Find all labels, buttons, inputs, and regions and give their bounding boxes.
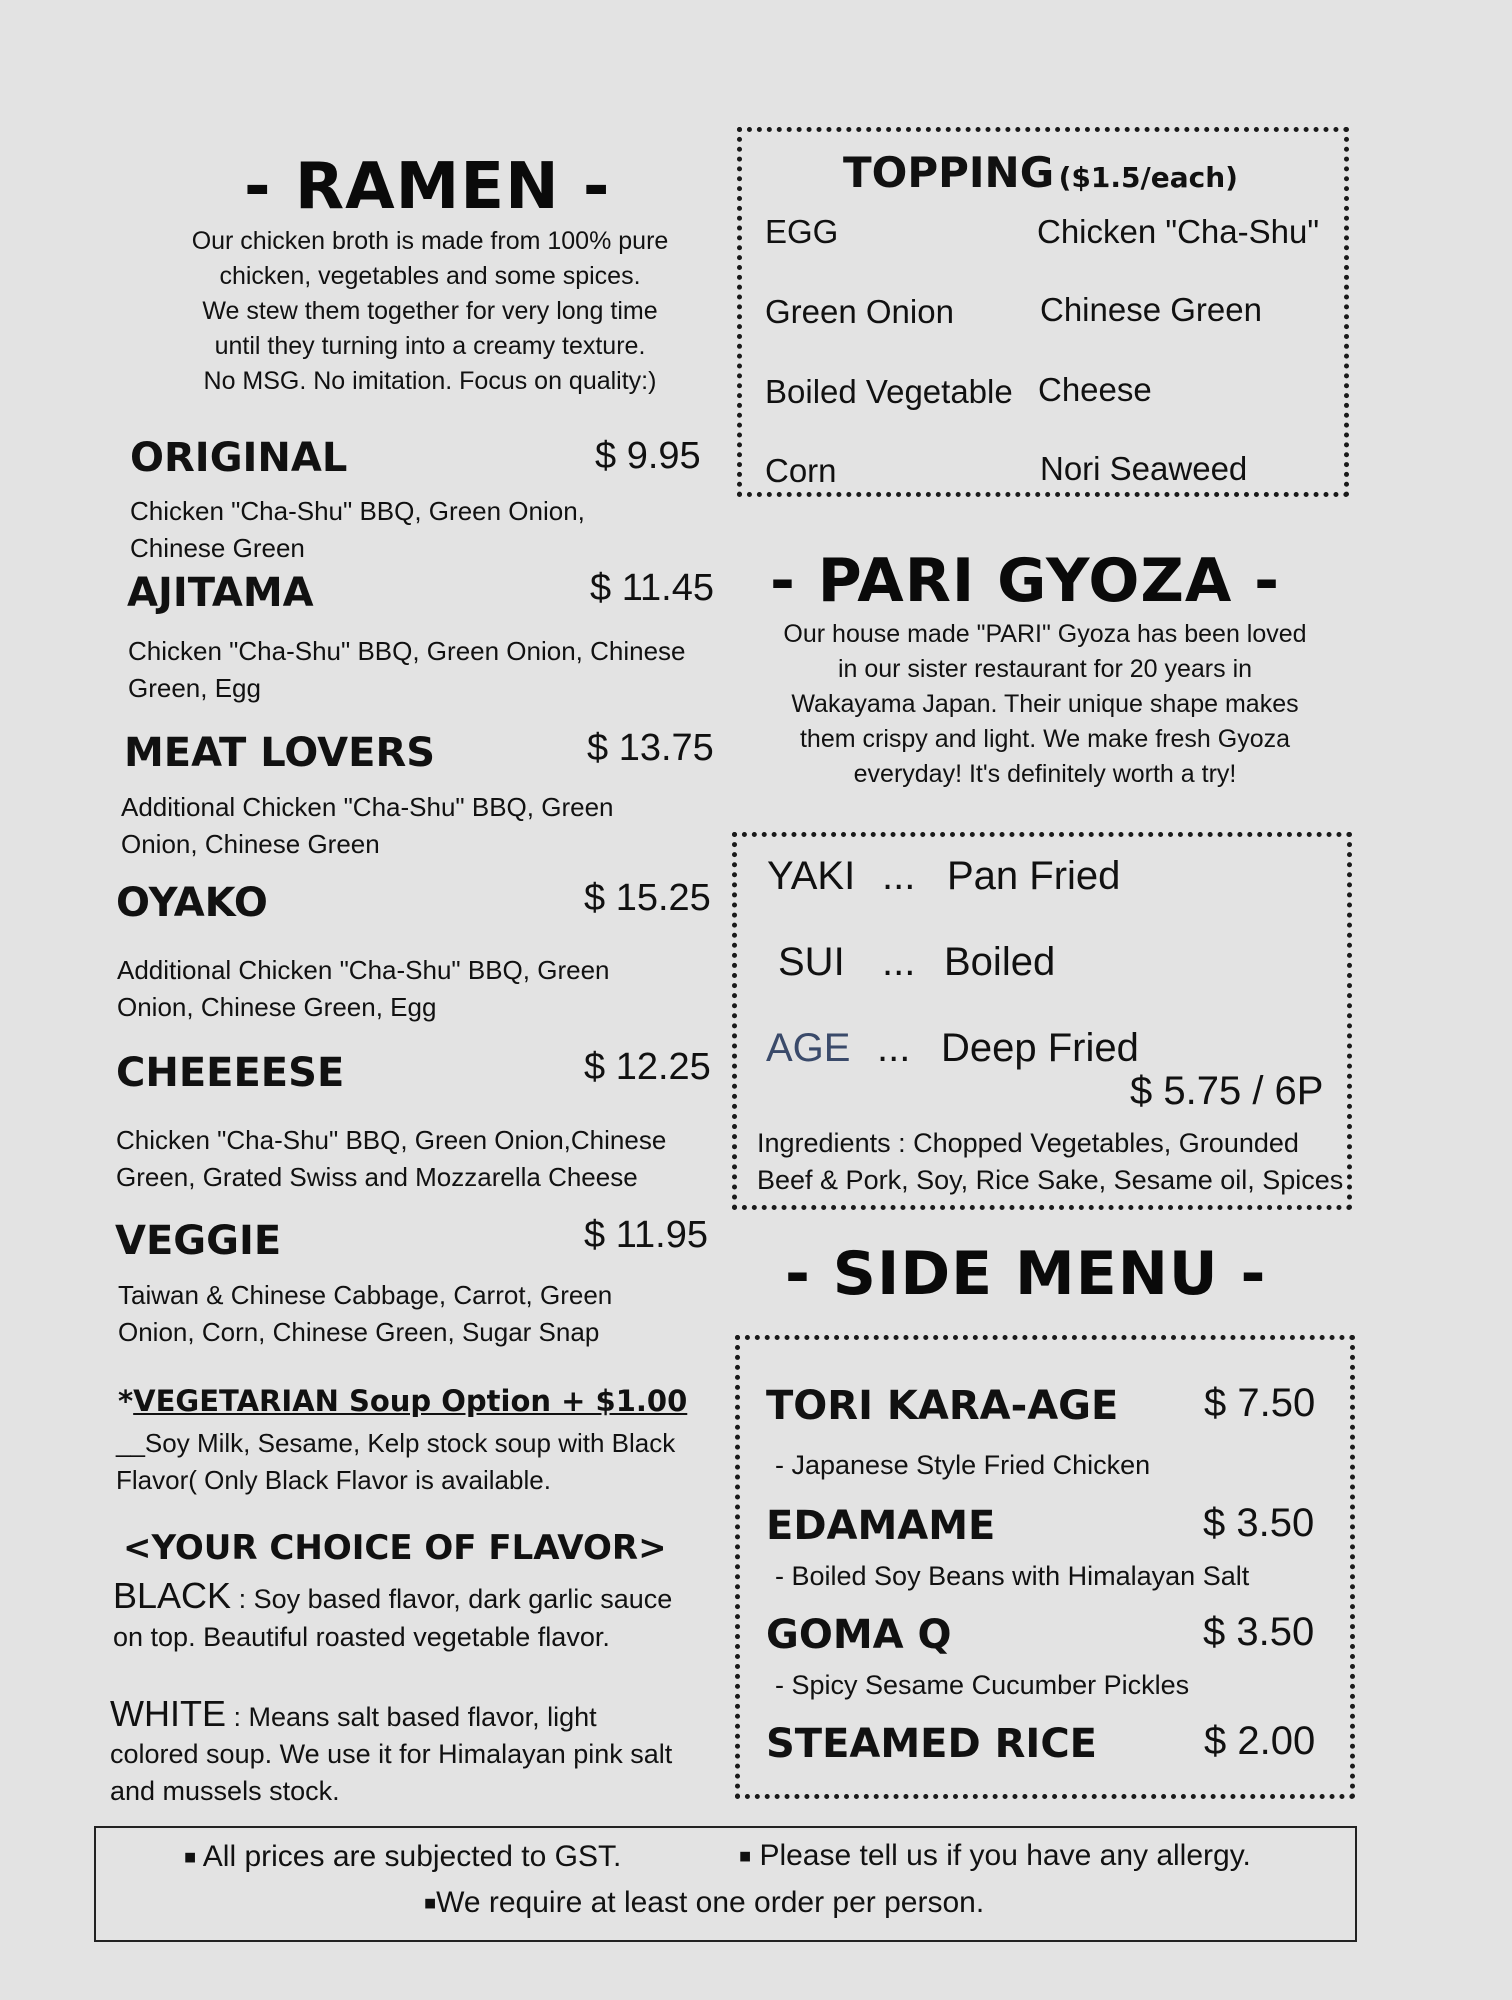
topping-item: Cheese <box>1038 371 1152 408</box>
desc-line: Chicken "Cha-Shu" BBQ, Green Onion, Chinese <box>128 636 686 666</box>
menu-item-price-veggie: $ 11.95 <box>584 1214 708 1256</box>
menu-item-name-oyako: OYAKO <box>116 880 268 926</box>
gyoza-box <box>732 832 1352 1210</box>
ramen-desc-line: Our chicken broth is made from 100% pure <box>191 227 669 255</box>
desc-line: Chinese Green <box>130 533 305 563</box>
desc-line: on top. Beautiful roasted vegetable flavor. <box>113 1622 610 1652</box>
ramen-title: - RAMEN - <box>244 150 611 224</box>
desc-line: : Means salt based flavor, light <box>225 1702 597 1732</box>
topping-box <box>737 127 1349 497</box>
side-item-desc-edamame: - Boiled Soy Beans with Himalayan Salt <box>775 1561 1250 1591</box>
menu-item-name-veggie: VEGGIE <box>115 1218 282 1264</box>
gyoza-style-sep: ... <box>882 940 916 984</box>
flavor-choice-title: <YOUR CHOICE OF FLAVOR> <box>123 1528 667 1568</box>
menu-item-desc-oyako <box>117 952 610 1026</box>
side-item-price-edamame: $ 3.50 <box>1203 1501 1315 1545</box>
gyoza-style-age-name: AGE <box>766 1026 851 1070</box>
desc-line: Chicken "Cha-Shu" BBQ, Green Onion, <box>130 496 585 526</box>
gyoza-style-sui-name: SUI <box>778 940 845 984</box>
ramen-desc-line: chicken, vegetables and some spices. <box>219 262 641 290</box>
menu-item-name-cheeeese: CHEEEESE <box>116 1050 345 1096</box>
gyoza-ingredients <box>757 1125 1343 1199</box>
desc-line: Onion, Corn, Chinese Green, Sugar Snap <box>118 1317 600 1347</box>
desc-line: : Soy based flavor, dark garlic sauce <box>231 1584 673 1614</box>
footer-notice-box <box>94 1826 1357 1942</box>
menu-item-name-original: ORIGINAL <box>130 435 348 481</box>
footer-allergy-text: Please tell us if you have any allergy. <box>759 1839 1251 1872</box>
footer-order-text: We require at least one order per person. <box>436 1886 985 1919</box>
desc-line: Additional Chicken "Cha-Shu" BBQ, Green <box>117 955 610 985</box>
side-menu-title: - SIDE MENU - <box>785 1239 1267 1309</box>
footer-order-note <box>424 1886 984 1920</box>
side-item-price-goma-q: $ 3.50 <box>1203 1610 1315 1654</box>
gyoza-price: $ 5.75 / 6P <box>1130 1069 1324 1113</box>
topping-title-text: TOPPING <box>843 148 1055 197</box>
desc-line: Green, Grated Swiss and Mozzarella Cheese <box>116 1162 638 1192</box>
topping-item: Corn <box>765 452 837 489</box>
bullet-icon: ■ <box>184 1846 197 1869</box>
flavor-white <box>110 1695 672 1810</box>
menu-item-name-ajitama: AJITAMA <box>127 570 314 616</box>
gyoza-desc-line: in our sister restaurant for 20 years in <box>837 655 1253 683</box>
gyoza-desc-line: Our house made "PARI" Gyoza has been loved <box>783 620 1307 648</box>
flavor-black <box>113 1577 672 1656</box>
ramen-desc-line: until they turning into a creamy texture. <box>214 332 646 360</box>
side-item-name-edamame: EDAMAME <box>766 1503 996 1549</box>
desc-line: Additional Chicken "Cha-Shu" BBQ, Green <box>121 792 614 822</box>
menu-item-price-original: $ 9.95 <box>595 435 701 477</box>
vegetarian-option-desc <box>116 1425 675 1499</box>
side-item-name-tori-kara-age: TORI KARA-AGE <box>766 1383 1119 1429</box>
menu-item-desc-ajitama <box>128 633 686 707</box>
gyoza-desc-line: Wakayama Japan. Their unique shape makes <box>791 690 1299 718</box>
side-item-desc-goma-q: - Spicy Sesame Cucumber Pickles <box>775 1670 1190 1700</box>
gyoza-style-sui-desc: Boiled <box>944 940 1056 984</box>
menu-item-desc-cheeeese <box>116 1122 666 1196</box>
gyoza-style-yaki-desc: Pan Fried <box>947 854 1121 898</box>
side-item-price-tori-kara-age: $ 7.50 <box>1204 1381 1316 1425</box>
desc-line: and mussels stock. <box>110 1776 340 1806</box>
footer-gst-note <box>184 1840 621 1874</box>
side-item-desc-tori-kara-age: - Japanese Style Fried Chicken <box>775 1450 1151 1480</box>
topping-item: Green Onion <box>765 293 954 330</box>
side-item-price-steamed-rice: $ 2.00 <box>1204 1719 1316 1763</box>
topping-item: Chinese Green <box>1040 291 1262 328</box>
side-item-name-steamed-rice: STEAMED RICE <box>766 1721 1097 1767</box>
bullet-icon: ■ <box>424 1892 437 1915</box>
desc-line: __Soy Milk, Sesame, Kelp stock soup with Black <box>116 1428 676 1458</box>
desc-line: Flavor( Only Black Flavor is available. <box>116 1465 551 1495</box>
topping-item: Nori Seaweed <box>1040 450 1248 487</box>
menu-item-name-meat-lovers: MEAT LOVERS <box>124 730 436 776</box>
gyoza-style-yaki-name: YAKI <box>767 854 856 898</box>
vegetarian-option-title <box>118 1384 687 1418</box>
gyoza-desc-line: them crispy and light. We make fresh Gyoza <box>799 725 1290 753</box>
ramen-desc-line: No MSG. No imitation. Focus on quality:) <box>203 367 657 395</box>
menu-item-price-cheeeese: $ 12.25 <box>584 1046 711 1088</box>
gyoza-style-sep: ... <box>882 854 916 898</box>
topping-item: Boiled Vegetable <box>765 373 1013 410</box>
side-menu-box <box>735 1335 1355 1799</box>
topping-price-note: ($1.5/each) <box>1058 161 1238 194</box>
ingredients-line: Beef & Pork, Soy, Rice Sake, Sesame oil, Spices <box>757 1165 1344 1195</box>
menu-item-desc-original <box>130 493 585 567</box>
bullet-icon: ■ <box>739 1845 752 1868</box>
desc-line: Onion, Chinese Green, Egg <box>117 992 437 1022</box>
footer-allergy-note <box>739 1839 1251 1873</box>
ramen-description <box>130 224 730 399</box>
menu-item-price-oyako: $ 15.25 <box>584 877 711 919</box>
desc-line: colored soup. We use it for Himalayan pink salt <box>110 1739 673 1769</box>
ramen-desc-line: We stew them together for very long time <box>202 297 658 325</box>
flavor-black-name: BLACK <box>113 1575 232 1616</box>
gyoza-style-sep: ... <box>877 1026 911 1070</box>
flavor-white-name: WHITE <box>110 1693 226 1734</box>
gyoza-title: - PARI GYOZA - <box>770 546 1281 616</box>
side-item-name-goma-q: GOMA Q <box>766 1612 952 1658</box>
menu-item-desc-veggie <box>118 1277 612 1351</box>
vegetarian-title-text: VEGETARIAN Soup Option + $1.00 <box>133 1384 688 1418</box>
gyoza-description <box>741 617 1349 792</box>
footer-gst-text: All prices are subjected to GST. <box>202 1840 622 1873</box>
desc-line: Taiwan & Chinese Cabbage, Carrot, Green <box>118 1280 613 1310</box>
desc-line: Green, Egg <box>128 673 261 703</box>
asterisk: * <box>118 1384 134 1418</box>
topping-item: Chicken "Cha-Shu" <box>1037 213 1320 250</box>
gyoza-style-age-desc: Deep Fried <box>941 1026 1139 1070</box>
menu-item-price-meat-lovers: $ 13.75 <box>587 727 714 769</box>
menu-item-desc-meat-lovers <box>121 789 614 863</box>
desc-line: Chicken "Cha-Shu" BBQ, Green Onion,Chinese <box>116 1125 667 1155</box>
desc-line: Onion, Chinese Green <box>121 829 380 859</box>
menu-item-price-ajitama: $ 11.45 <box>590 567 714 609</box>
topping-item: EGG <box>765 213 839 250</box>
gyoza-desc-line: everyday! It's definitely worth a try! <box>853 760 1237 788</box>
ingredients-line: Ingredients : Chopped Vegetables, Grounded <box>757 1128 1299 1158</box>
topping-title <box>843 148 1238 197</box>
